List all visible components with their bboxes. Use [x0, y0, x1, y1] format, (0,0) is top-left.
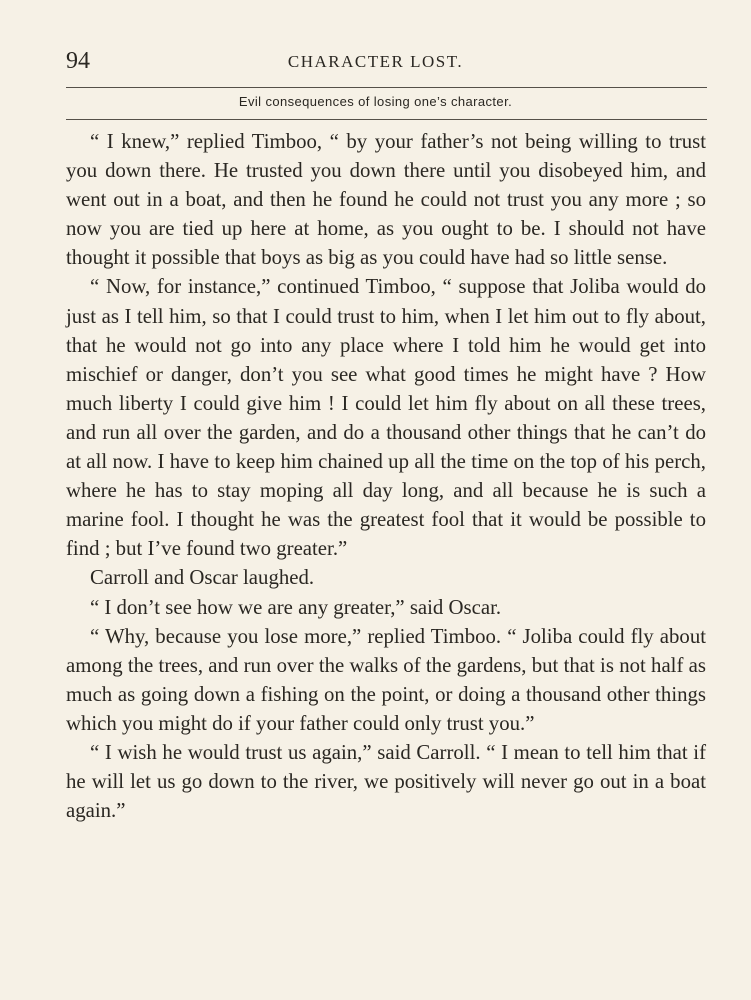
running-title: CHARACTER LOST.	[287, 52, 464, 71]
body-text	[66, 127, 706, 825]
paragraph: “ Now, for instance,” continued Timboo, “ suppose that Joliba would do just as I tell him, so that I could trust to him, when I let him out to fly about, that he would not go into any place where I told him he would get into mischief or danger, don’t you see what good times he might have ? How much liberty I could give him ! I could let him fly about on all these trees, and run all over the garden, and do a thousand other things that he can’t do at all now. I have to keep him chained up all the time on the top of his perch, where he has to stay moping all day long, and all because he is such a marine fool. I thought he was the greatest fool that it would be possible to find ; but I’ve found two greater.”	[66, 275, 706, 561]
paragraph: “ Why, because you lose more,” replied Timboo. “ Joliba could fly about among the trees, and run over the walks of the gardens, but that is not half as much as going down a fishing on the point, or doing a thousand other things which you might do if your father could only trust you.”	[66, 624, 706, 735]
page-number: 94	[66, 48, 90, 74]
chapter-subheading: Evil consequences of losing one’s character.	[238, 94, 513, 109]
header-rule	[66, 87, 707, 88]
paragraph: “ I knew,” replied Timboo, “ by your father’s not being willing to trust you down there. He trusted you down there until you disobeyed him, and went out in a boat, and then he found he could not trust you any more ; so now you are tied up here at home, as you ought to be. I should not have thought it possible that boys as big as you could have had so little sense.	[66, 130, 706, 270]
paragraph: “ I don’t see how we are any greater,” said Oscar.	[90, 595, 502, 619]
paragraph: Carroll and Oscar laughed.	[90, 566, 315, 590]
subheading-rule	[66, 119, 707, 120]
paragraph: “ I wish he would trust us again,” said Carroll. “ I mean to tell him that if he will let us go down to the river, we positively will never go out in a boat again.”	[66, 740, 706, 823]
